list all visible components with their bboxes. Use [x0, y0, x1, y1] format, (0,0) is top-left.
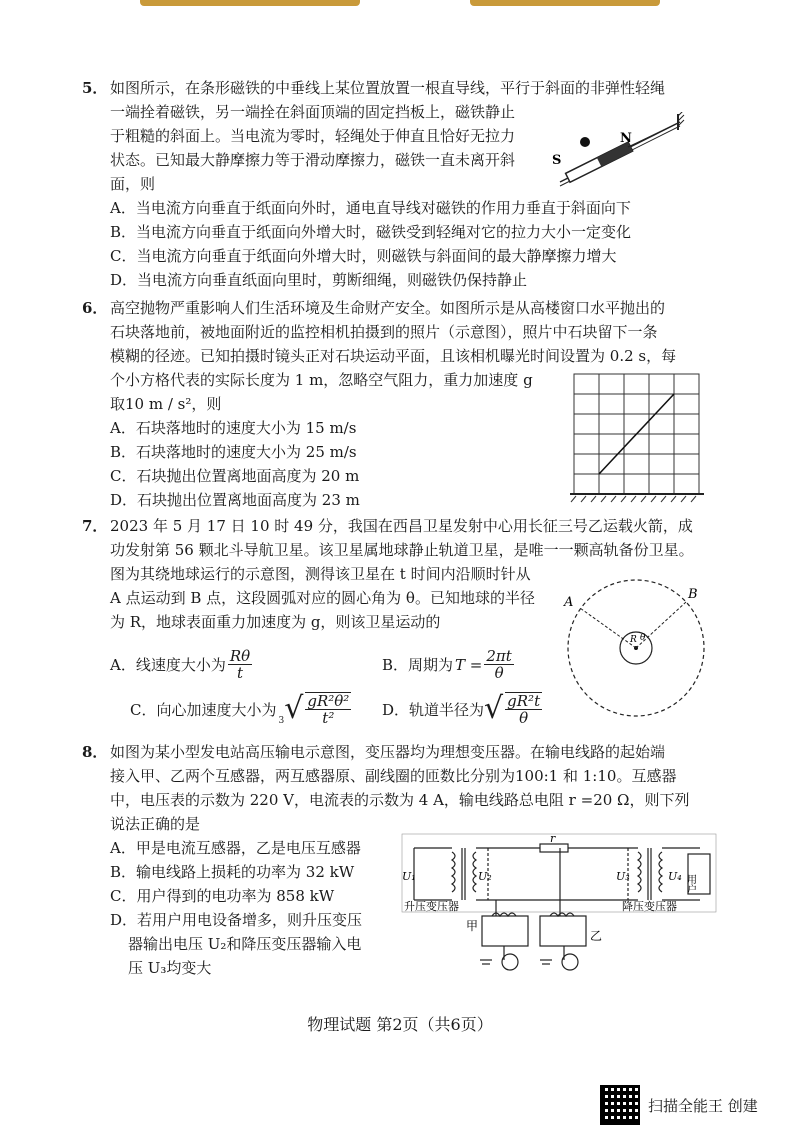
- option-c: C．当电流方向垂直于纸面向外增大时，则磁铁与斜面间的最大静摩擦力增大: [110, 247, 617, 265]
- cube-root-index: 3: [278, 716, 285, 726]
- magnet-incline-figure: [540, 112, 700, 192]
- question-number: 6．: [82, 299, 108, 317]
- option-d: D．当电流方向垂直纸面向里时，剪断细绳，则磁铁仍保持静止: [110, 271, 528, 289]
- option-a: A．甲是电流互感器，乙是电压互感器: [110, 839, 361, 857]
- question-text-line: 如图所示，在条形磁铁的中垂线上某位置放置一根直导线，平行于斜面的非弹性轻绳: [110, 79, 666, 97]
- option-a: A．当电流方向垂直于纸面向外时，通电直导线对磁铁的作用力垂直于斜面向下: [110, 199, 631, 217]
- option-c: C．石块抛出位置离地面高度为 20 m: [110, 467, 360, 485]
- transmission-circuit-figure: [400, 830, 720, 980]
- question-text-line: 石块落地前，被地面附近的监控相机拍摄到的照片（示意图），照片中石块留下一条: [110, 323, 658, 341]
- q7-option-d: [382, 692, 544, 726]
- option-c: C．用户得到的电功率为 858 kW: [110, 887, 335, 905]
- numerator: Rθ: [229, 647, 251, 665]
- radical-sign: √: [284, 691, 304, 726]
- question-number: 8．: [82, 743, 108, 761]
- option-d-continued: 器输出电压 U₂和降压变压器输入电: [128, 935, 362, 953]
- question-text-line: 接入甲、乙两个互感器，两互感器原、副线圈的匝数比分别为100:1 和 1:10。互感器: [110, 767, 677, 785]
- point-b-label: B: [688, 587, 698, 602]
- question-text-line: 一端拴着磁铁，另一端拴在斜面顶端的固定挡板上，磁铁静止: [110, 103, 516, 121]
- top-scan-band-right: [470, 0, 660, 6]
- radius-label: R: [630, 635, 637, 645]
- question-text-line: A 点运动到 B 点，这段圆弧对应的圆心角为 θ。已知地球的半径: [110, 589, 535, 607]
- question-text-line: 图为其绕地球运行的示意图，测得该卫星在 t 时间内沿顺时针从: [110, 565, 531, 583]
- qr-code-icon: [600, 1085, 640, 1125]
- user-label: 用户: [684, 874, 696, 894]
- option-d: D．若用户用电设备增多，则升压变压: [110, 911, 363, 929]
- option-a: A．石块落地时的速度大小为 15 m/s: [110, 419, 357, 437]
- question-text-line: 为 R，地球表面重力加速度为 g，则该卫星运动的: [110, 613, 441, 631]
- magnet-n-label: N: [620, 131, 632, 146]
- point-a-label: A: [564, 595, 574, 610]
- jia-label: 甲: [466, 919, 479, 933]
- yi-label: 乙: [590, 929, 603, 943]
- scanner-watermark: [600, 1085, 758, 1125]
- fraction: [305, 692, 351, 726]
- q7-option-a: [110, 648, 254, 681]
- option-d-continued: 压 U₃均变大: [128, 959, 212, 977]
- top-scan-band-left: [140, 0, 360, 6]
- question-number: 5．: [82, 79, 108, 97]
- step-down-label: 降压变压器: [622, 900, 677, 913]
- question-text-line: 面，则: [110, 175, 156, 193]
- option-d: D．石块抛出位置离地面高度为 23 m: [110, 491, 360, 509]
- page-footer: 物理试题 第2页（共6页）: [307, 1015, 493, 1034]
- radical-sign: √: [484, 691, 504, 726]
- u2-label: U₂: [478, 870, 492, 883]
- denominator: t²: [322, 709, 335, 727]
- magnet-s-label: S: [552, 153, 562, 168]
- numerator: 2πt: [486, 647, 512, 665]
- angle-label: θ: [640, 633, 646, 643]
- satellite-orbit-figure: [560, 574, 720, 724]
- option-b: B．输电线路上损耗的功率为 32 kW: [110, 863, 355, 881]
- fraction: [484, 648, 513, 681]
- u4-label: U₄: [668, 870, 682, 883]
- period-symbol: T =: [455, 655, 483, 674]
- option-b: B．当电流方向垂直于纸面向外增大时，磁铁受到轻绳对它的拉力大小一定变化: [110, 223, 632, 241]
- question-text-line: 功发射第 56 颗北斗导航卫星。该卫星属地球静止轨道卫星，是唯一一颗高轨备份卫星。: [110, 541, 694, 559]
- question-text-line: 如图为某小型发电站高压输电示意图，变压器均为理想变压器。在输电线路的起始端: [110, 743, 666, 761]
- u1-label: U₁: [402, 870, 416, 883]
- question-text-line: 说法正确的是: [110, 815, 201, 833]
- q7-option-c: [130, 692, 353, 726]
- option-label: D．轨道半径为: [382, 700, 485, 719]
- option-b: B．石块落地时的速度大小为 25 m/s: [110, 443, 357, 461]
- denominator: t: [236, 664, 244, 682]
- question-text-line: 状态。已知最大静摩擦力等于滑动摩擦力，磁铁一直未离开斜: [110, 151, 516, 169]
- question-text-line: 中，电压表的示数为 220 V，电流表的示数为 4 A，输电线路总电阻 r =20 Ω，则下列: [110, 791, 690, 809]
- fraction: [228, 648, 252, 681]
- q7-option-b: [382, 648, 516, 681]
- question-number: 7．: [82, 517, 108, 535]
- numerator: gR²θ²: [307, 692, 350, 710]
- step-up-label: 升压变压器: [404, 900, 459, 913]
- question-text-line: 高空抛物严重影响人们生活环境及生命财产安全。如图所示是从高楼窗口水平抛出的: [110, 299, 666, 317]
- option-label: A．线速度大小为: [110, 656, 226, 674]
- option-label: C．向心加速度大小为: [130, 700, 277, 719]
- fraction: [505, 692, 542, 726]
- resistance-label: r: [550, 832, 556, 845]
- denominator: θ: [494, 664, 504, 682]
- question-text-line: 模糊的径迹。已知拍摄时镜头正对石块运动平面，且该相机曝光时间设置为 0.2 s，每: [110, 347, 677, 365]
- scanner-label: 扫描全能王 创建: [648, 1096, 758, 1115]
- numerator: gR²t: [507, 692, 541, 710]
- grid-photo-figure: [568, 370, 708, 506]
- question-text-line: 2023 年 5 月 17 日 10 时 49 分，我国在西昌卫星发射中心用长征三号乙运载火箭，成: [110, 517, 693, 535]
- u3-label: U₃: [616, 870, 630, 883]
- question-text-line: 于粗糙的斜面上。当电流为零时，轻绳处于伸直且恰好无拉力: [110, 127, 516, 145]
- denominator: θ: [519, 709, 529, 727]
- question-text-line: 个小方格代表的实际长度为 1 m，忽略空气阻力，重力加速度 g: [110, 371, 533, 389]
- option-label: B．周期为: [382, 656, 454, 674]
- question-text-line: 取10 m / s²，则: [110, 395, 222, 413]
